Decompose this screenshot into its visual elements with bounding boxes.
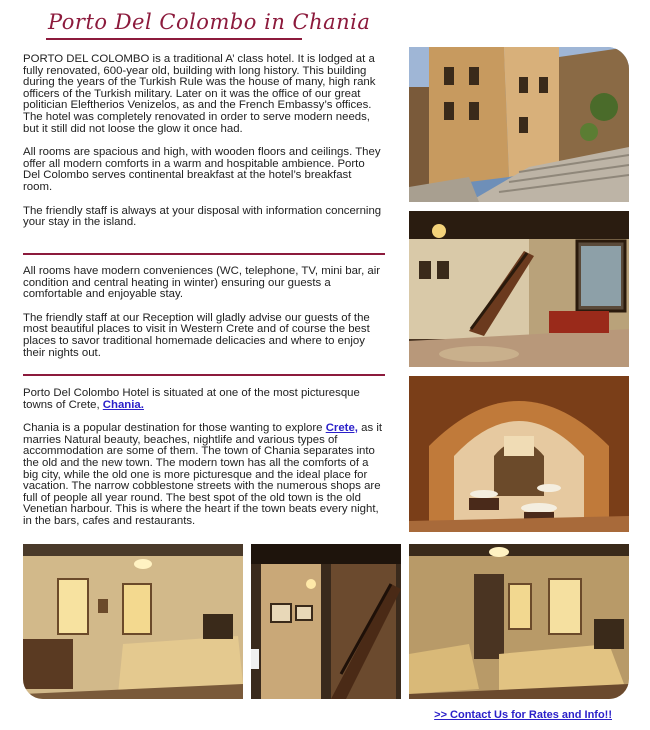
section-divider (23, 253, 385, 255)
bedroom-photo (23, 544, 243, 699)
page-title: Porto Del Colombo in Chania (48, 10, 371, 34)
chania-paragraph (23, 423, 383, 527)
title-underline (46, 38, 302, 40)
location-text: Porto Del Colombo Hotel is situated at one of the most picturesque towns of Crete, (23, 387, 360, 411)
history-paragraph: PORTO DEL COLOMBO is a traditional A’ class hotel. It is lodged at a fully renovated, 600-year old, building with long history. This building during the years of the Turkish Rule was the house of many, high rank officers of the Turkish military. Later on it was the office of our great politician Eleftherios Venizelos, as and the French Embassy’s offices. The hotel was completely renovated in order to serve modern needs, but it still did not loose the glow it once had. (23, 53, 376, 135)
section-divider (23, 374, 385, 376)
reception-photo (409, 211, 629, 367)
location-paragraph (23, 388, 383, 411)
crete-link[interactable]: Crete, (325, 422, 358, 435)
chania-text-end: as it marries Natural beauty, beaches, nightlife and various types of accommodation are some of them. The town of Chania separates into the old and the new town. The modern town has all the comforts of a big city, while the old one is more picturesque and the ideal place for vacation. The narrow cobblestone streets with the numerous shops are full of people all year round. The best spot of the old town is the old Venetian harbour. This is where the heart if the town beats every night, in the bars, cafes and restaurants. (23, 422, 383, 527)
street-stairs-photo (409, 47, 629, 202)
chania-link[interactable]: Chania. (102, 398, 144, 411)
rooms-paragraph: All rooms are spacious and high, with wooden floors and ceilings. They offer all modern comforts in a warm and hospitable ambience. Porto Del Colombo serves continental breakfast at the hotel’s breakfast room. (23, 146, 381, 193)
contact-rates-link[interactable]: >> Contact Us for Rates and Info!! (434, 709, 612, 721)
staircase-photo (251, 544, 401, 699)
history-section (23, 54, 383, 229)
location-section (23, 388, 383, 528)
amenities-paragraph: All rooms have modern conveniences (WC, telephone, TV, mini bar, air condition and central heating in winter) ensuring our guests a comfortable and enjoyable stay. (23, 265, 381, 301)
twin-room-photo (409, 544, 629, 699)
chania-text-start: Chania is a popular destination for those wanting to explore (23, 422, 326, 435)
breakfast-room-photo (409, 376, 629, 532)
amenities-section (23, 266, 383, 359)
reception-paragraph: The friendly staff at our Reception will gladly advise our guests of the most beautiful places to visit in Western Crete and of course the best places to savor traditional homemade delicacies and where to enjoy their nights out. (23, 311, 370, 359)
staff-paragraph: The friendly staff is always at your disposal with information concerning your stay in the island. (23, 204, 382, 229)
